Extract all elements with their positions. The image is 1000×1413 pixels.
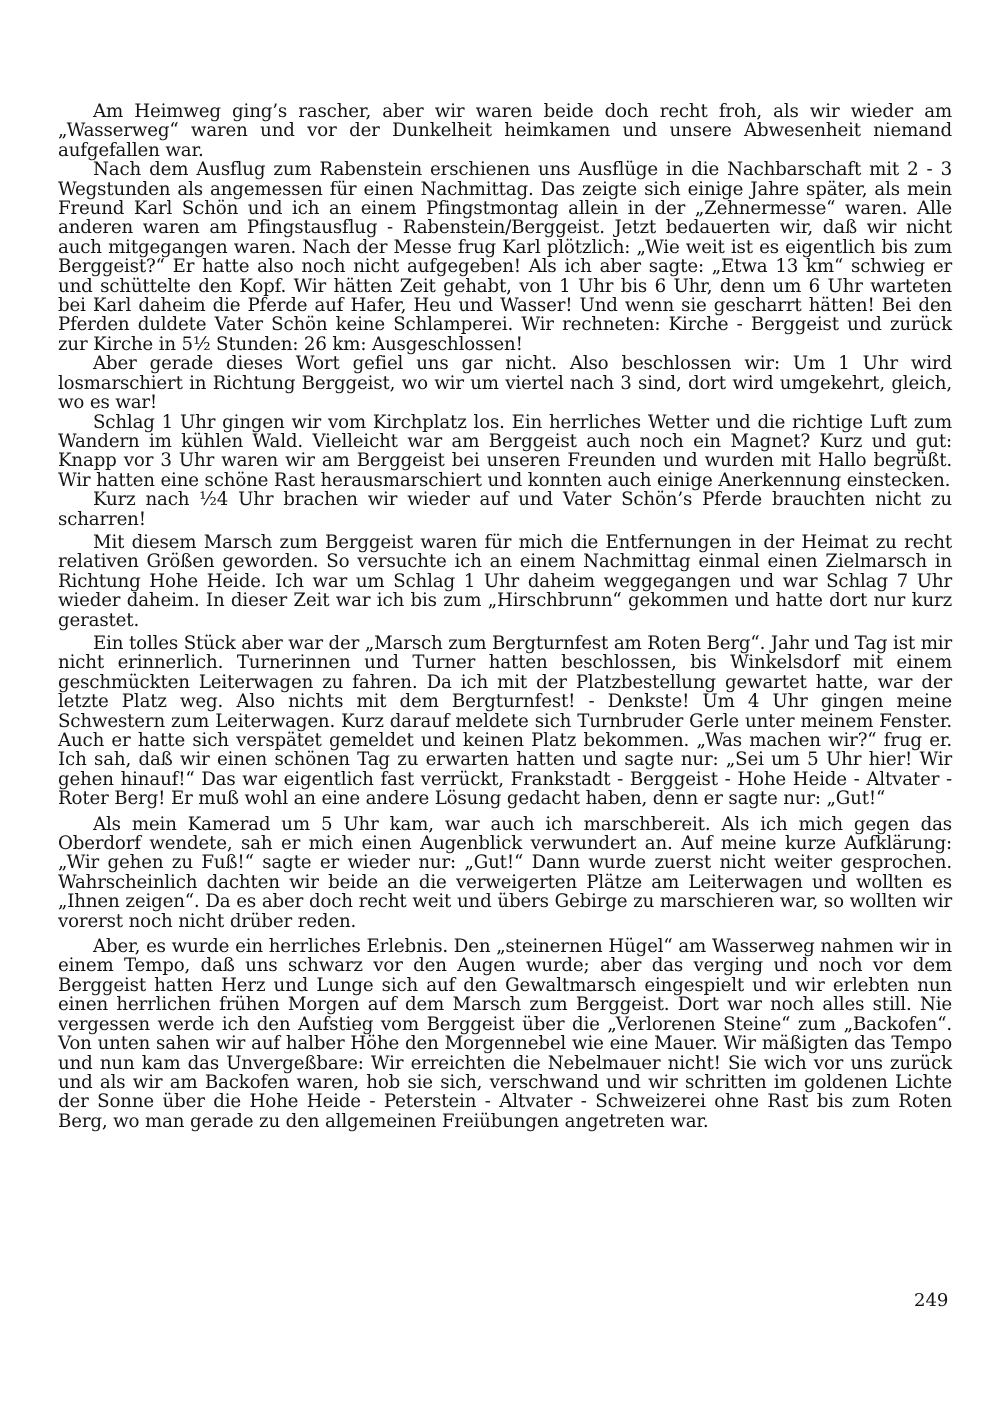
body-text (58, 102, 952, 1131)
paragraph-6: Mit diesem Marsch zum Berggeist waren für mich die Entfernungen in der Heimat zu recht relativen Größen geworden. So versuchte ich an einem Nachmittag einmal einen Zielmarsch in Richtung Hohe Heide. Ich war um Schlag 1 Uhr daheim weggegangen und war Schlag 7 Uhr wieder daheim. In dieser Zeit war ich bis zum „Hirschbrunn“ gekommen und hatte dort nur kurz gerastet. (58, 531, 952, 631)
page-number: 249 (914, 1290, 949, 1311)
paragraph-3: Aber gerade dieses Wort gefiel uns gar nicht. Also beschlossen wir: Um 1 Uhr wird losmarschiert in Richtung Berggeist, wo wir um viertel nach 3 sind, dort wird umgekehrt, gleich, wo es war! (58, 353, 952, 414)
paragraph-2: Nach dem Ausflug zum Rabenstein erschienen uns Ausflüge in die Nachbarschaft mit 2 - 3 Wegstunden als angemessen für einen Nachmittag. Das zeigte sich einige Jahre später, als mein Freund Karl Schön und ich an einem Pfingstmontag allein in der „Zehnermesse“ waren. Alle anderen waren am Pfingstausflug - Rabenstein/Berggeist. Jetzt bedauerten wir, daß wir nicht auch mitgegangen waren. Nach der Messe frug Karl plötzlich: „Wie weit ist es eigentlich bis zum Berggeist?“ Er hatte also noch nicht aufgegeben! Als ich aber sagte: „Etwa 13 km“ schwieg er und schüttelte den Kopf. Wir hätten Zeit gehabt, von 1 Uhr bis 6 Uhr, denn um 6 Uhr warteten bei Karl daheim die Pferde auf Hafer, Heu und Wasser! Und wenn sie gescharrt hätten! Bei den Pferden duldete Vater Schön keine Schlamperei. Wir rechneten: Kirche - Berggeist und zurück zur Kirche in 5½ Stunden: 26 km: Ausgeschlossen! (58, 159, 952, 355)
paragraph-1: Am Heimweg ging’s rascher, aber wir waren beide doch recht froh, als wir wieder am „Wasserweg“ waren und vor der Dunkelheit heimkamen und unsere Abwesenheit niemand aufgefallen war. (58, 101, 952, 161)
paragraph-9: Aber, es wurde ein herrliches Erlebnis. Den „steinernen Hügel“ am Wasserweg nahmen wir in einem Tempo, daß uns schwarz vor den Augen wurde; aber das verging und noch vor dem Berggeist hatten Herz und Lunge sich auf den Gewaltmarsch eingespielt und wir erlebten nun einen herrlichen frühen Morgen auf dem Marsch zum Berggeist. Dort war noch alles still. Nie vergessen werde ich den Aufstieg vom Berggeist über die „Verlorenen Steine“ zum „Backofen“. Von unten sahen wir auf halber Höhe den Morgennebel wie eine Mauer. Wir mäßigten das Tempo und nun kam das Unvergeßbare: Wir erreichten die Nebelmauer nicht! Sie wich vor uns zurück und als wir am Backofen waren, hob sie sich, verschwand und wir schritten im goldenen Lichte der Sonne über die Hohe Heide - Peterstein - Altvater - Schweizerei ohne Rast bis zum Roten Berg, wo man gerade zu den allgemeinen Freiübungen angetreten war. (58, 936, 952, 1132)
paragraph-4: Schlag 1 Uhr gingen wir vom Kirchplatz los. Ein herrliches Wetter und die richtige Luft zum Wandern im kühlen Wald. Vielleicht war am Berggeist auch noch ein Magnet? Kurz und gut: Knapp vor 3 Uhr waren wir am Berggeist bei unseren Freunden und wurden mit Hallo begrüßt. Wir hatten eine schöne Rast herausmarschiert und konnten auch einige Anerkennung einstecken. (58, 411, 952, 491)
paragraph-7: Ein tolles Stück aber war der „Marsch zum Bergturnfest am Roten Berg“. Jahr und Tag ist mir nicht erinnerlich. Turnerinnen und Turner hatten beschlossen, bis Winkelsdorf mit einem geschmückten Leiterwagen zu fahren. Da ich mit der Platzbestellung gewartet hatte, war der letzte Platz weg. Also nichts mit dem Bergturnfest! - Denkste! Um 4 Uhr gingen meine Schwestern zum Leiterwagen. Kurz darauf meldete sich Turnbruder Gerle unter meinem Fenster. Auch er hatte sich verspätet gemeldet und keinen Platz bekommen. „Was machen wir?“ frug er. Ich sah, daß wir einen schönen Tag zu erwarten hatten und sagte nur: „Sei um 5 Uhr hier! Wir gehen hinauf!“ Das war eigentlich fast verrückt, Frankstadt - Berggeist - Hohe Heide - Altvater - Roter Berg! Er muß wohl an eine andere Lösung gedacht haben, denn er sagte nur: „Gut!“ (58, 632, 952, 810)
paragraph-8: Als mein Kamerad um 5 Uhr kam, war auch ich marschbereit. Als ich mich gegen das Oberdorf wendete, sah er mich einen Augenblick verwundert an. Auf meine kurze Aufklärung: „Wir gehen zu Fuß!“ sagte er wieder nur: „Gut!“ Dann wurde zuerst nicht weiter gesprochen. Wahrscheinlich dachten wir beide an die verweigerten Plätze am Leiterwagen und wollten es „Ihnen zeigen“. Da es aber doch recht weit und übers Gebirge zu marschieren war, so wollten wir vorerst noch nicht drüber reden. (58, 813, 952, 932)
paragraph-5: Kurz nach ½4 Uhr brachen wir wieder auf und Vater Schön’s Pferde brauchten nicht zu scharren! (58, 489, 952, 530)
